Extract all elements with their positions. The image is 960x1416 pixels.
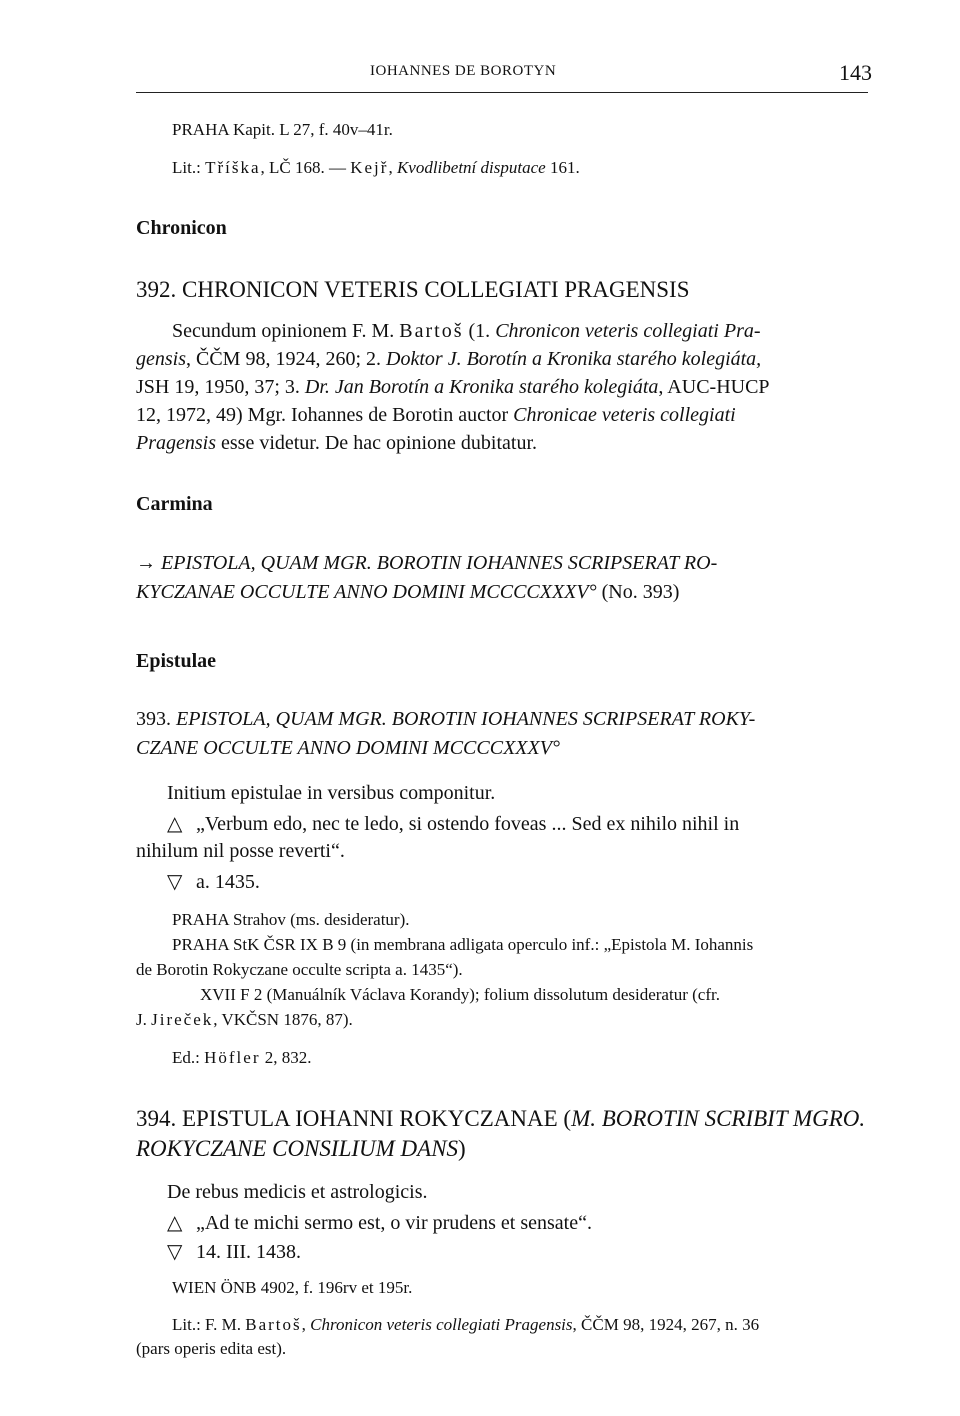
header-rule (136, 92, 868, 93)
carmina-crossref-line-1: → EPISTOLA, QUAM MGR. BOROTIN IOHANNES SCRIPSERAT RO- (136, 552, 718, 574)
entry-394-description: De rebus medicis et astrologicis. (167, 1181, 428, 1203)
ms-city: PRAHA (172, 120, 229, 139)
entry-392-line-1: Secundum opinionem F. M. Bartoš (1. Chronicon veteris collegiati Pra- (172, 320, 761, 342)
entry-393-title-1: 393. EPISTOLA, QUAM MGR. BOROTIN IOHANNES SCRIPSERAT ROKY- (136, 708, 756, 730)
arrow-icon: → (136, 552, 156, 574)
running-title: IOHANNES DE BOROTYN (370, 63, 557, 79)
entry-394-title-2: ROKYCZANE CONSILIUM DANS) (136, 1136, 466, 1161)
entry-392-title: 392. CHRONICON VETERIS COLLEGIATI PRAGENSIS (136, 277, 690, 302)
entry-393-ms-5: J. Jireček, VKČSN 1876, 87). (136, 1010, 353, 1029)
carmina-crossref-line-2: KYCZANAE OCCULTE ANNO DOMINI MCCCCXXXV° (No. 393) (136, 581, 680, 603)
section-heading-chronicon: Chronicon (136, 217, 227, 239)
entry-394-title-1: 394. EPISTULA IOHANNI ROKYCZANAE (M. BOROTIN SCRIBIT MGRO. (136, 1106, 866, 1131)
entry-392-line-3: JSH 19, 1950, 37; 3. Dr. Jan Borotín a Kronika starého kolegiáta, AUC-HUCP (136, 376, 770, 398)
top-manuscript-line: PRAHA Kapit. L 27, f. 40v–41r. (172, 120, 393, 139)
explicit-triangle-icon: ▽ (167, 1241, 183, 1263)
entry-393-title-2: CZANE OCCULTE ANNO DOMINI MCCCCXXXV° (136, 737, 560, 759)
entry-392-line-2: gensis, ČČM 98, 1924, 260; 2. Doktor J. Borotín a Kronika starého kolegiáta, (136, 348, 762, 370)
entry-392-line-4: 12, 1972, 49) Mgr. Iohannes de Borotin auctor Chronicae veteris collegiati (136, 404, 736, 426)
entry-394-literature-2: (pars operis edita est). (136, 1339, 287, 1358)
entry-393-description: Initium epistulae in versibus componitur. (167, 782, 496, 804)
entry-393-ms-3: de Borotin Rokyczane occulte scripta a. 1435“). (136, 960, 463, 979)
top-literature-line: Lit.: Tříška, LČ 168. — Kejř, Kvodlibetní disputace 161. (172, 158, 580, 177)
section-heading-epistulae: Epistulae (136, 650, 217, 672)
entry-394-literature-1: Lit.: F. M. Bartoš, Chronicon veteris collegiati Pragensis, ČČM 98, 1924, 267, n. 36 (172, 1315, 760, 1334)
page-number: 143 (839, 60, 872, 85)
entry-393-ms-1: PRAHA Strahov (ms. desideratur). (172, 910, 410, 929)
entry-393-incipit-1: △ „Verbum edo, nec te ledo, si ostendo foveas ... Sed ex nihilo nihil in (167, 813, 740, 835)
entry-394-date: ▽ 14. III. 1438. (167, 1241, 301, 1263)
entry-394-incipit: △ „Ad te michi sermo est, o vir prudens et sensate“. (167, 1212, 592, 1234)
entry-394-manuscript: WIEN ÖNB 4902, f. 196rv et 195r. (172, 1278, 413, 1297)
explicit-triangle-icon: ▽ (167, 871, 183, 893)
entry-393-ms-4: XVII F 2 (Manuálník Václava Korandy); folium dissolutum desideratur (cfr. (200, 985, 720, 1004)
incipit-triangle-icon: △ (167, 1212, 183, 1234)
entry-393-date: ▽ a. 1435. (167, 871, 260, 893)
entry-392-line-5: Pragensis esse videtur. De hac opinione dubitatur. (136, 432, 538, 454)
entry-393-ms-2: PRAHA StK ČSR IX B 9 (in membrana adligata operculo inf.: „Epistola M. Iohannis (172, 935, 754, 954)
section-heading-carmina: Carmina (136, 493, 213, 515)
entry-393-edition: Ed.: Höfler 2, 832. (172, 1048, 312, 1067)
incipit-triangle-icon: △ (167, 813, 183, 835)
entry-393-incipit-2: nihilum nil posse reverti“. (136, 840, 345, 862)
